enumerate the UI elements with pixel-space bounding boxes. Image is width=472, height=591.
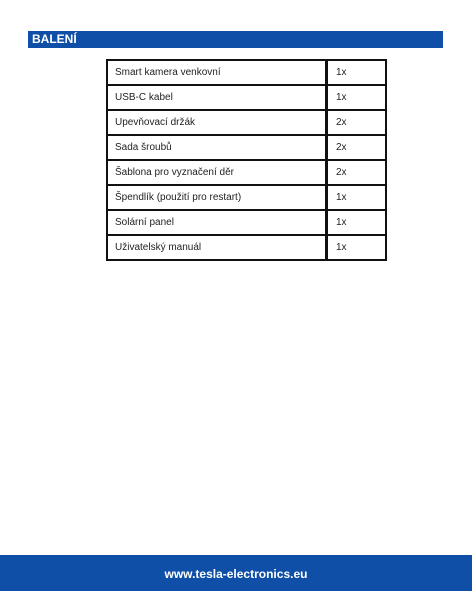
table-row: [108, 111, 387, 136]
item-quantity: 1x: [327, 211, 387, 236]
item-name: Šablona pro vyznačení děr: [108, 161, 327, 186]
section-title: BALENÍ: [32, 32, 77, 46]
package-contents-table: [106, 59, 387, 261]
item-quantity: 1x: [327, 61, 387, 86]
table-row: [108, 236, 387, 261]
item-name: Sada šroubů: [108, 136, 327, 161]
item-name: Upevňovací držák: [108, 111, 327, 136]
item-quantity: 2x: [327, 161, 387, 186]
item-quantity: 2x: [327, 111, 387, 136]
table-row: [108, 161, 387, 186]
table-row: [108, 186, 387, 211]
table-row: [108, 61, 387, 86]
item-quantity: 1x: [327, 186, 387, 211]
table-row: [108, 86, 387, 111]
footer-website-link[interactable]: www.tesla-electronics.eu: [164, 567, 308, 581]
table-row: [108, 136, 387, 161]
item-quantity: 1x: [327, 236, 387, 261]
item-name: Solární panel: [108, 211, 327, 236]
item-name: Smart kamera venkovní: [108, 61, 327, 86]
item-quantity: 2x: [327, 136, 387, 161]
table-row: [108, 211, 387, 236]
item-name: Špendlík (použití pro restart): [108, 186, 327, 211]
item-name: USB-C kabel: [108, 86, 327, 111]
footer-bar: [0, 555, 472, 591]
item-quantity: 1x: [327, 86, 387, 111]
section-header: [28, 31, 443, 48]
item-name: Uživatelský manuál: [108, 236, 327, 261]
